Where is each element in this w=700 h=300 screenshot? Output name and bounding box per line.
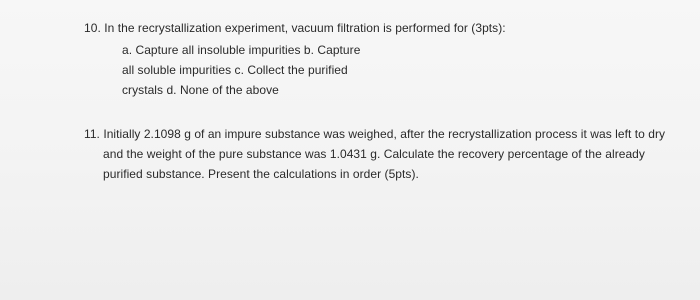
question-11-line-1: 11. Initially 2.1098 g of an impure substance was weighed, after the recrystallization process it was left to dry <box>84 127 666 141</box>
question-10-options-line-2: all soluble impurities c. Collect the purified <box>122 63 348 77</box>
question-10-options-line-1: a. Capture all insoluble impurities b. Capture <box>122 43 361 57</box>
question-11-line-2: and the weight of the pure substance was 1.0431 g. Calculate the recovery percentage of the already <box>103 147 645 161</box>
question-10-prompt: 10. In the recrystallization experiment, vacuum filtration is performed for (3pts): <box>84 21 506 35</box>
question-10-options-line-3: crystals d. None of the above <box>122 83 279 97</box>
question-11-line-3: purified substance. Present the calculations in order (5pts). <box>103 167 419 181</box>
